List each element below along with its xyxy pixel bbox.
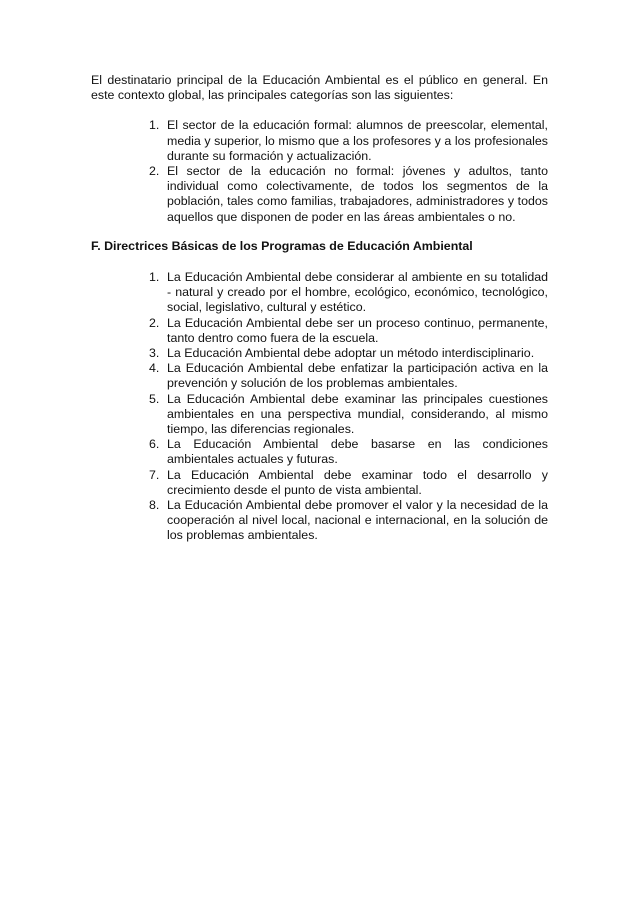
list-item-text: El sector de la educación no formal: jóvenes y adultos, tanto individual como colectivamente, de todos los segmentos de la población, tales como familias, trabajadores, administradores y todos aquellos que disponen de poder en las áreas ambientales o no. [167,164,548,224]
list-item-number: 6. [149,437,160,452]
list-item-number: 3. [149,346,160,361]
list-item-text: La Educación Ambiental debe promover el valor y la necesidad de la cooperación al nivel local, nacional e internacional, en la solución de los problemas ambientales. [167,498,548,543]
list-item-text: El sector de la educación formal: alumnos de preescolar, elemental, media y superior, lo mismo que a los profesores y a los profesionales durante su formación y actualización. [167,118,548,163]
list-item-number: 5. [149,391,160,406]
list-item [91,437,548,467]
document-page [91,73,548,544]
list-item-number: 1. [149,270,160,285]
list-item [91,270,548,316]
list-item-text: La Educación Ambiental debe ser un proceso continuo, permanente, tanto dentro como fuera de la escuela. [167,315,548,345]
list-item [91,118,548,164]
list-item [91,346,548,361]
list-item-number: 8. [149,498,160,513]
list-item [91,468,548,498]
list-item-number: 2. [149,164,160,179]
intro-paragraph: El destinatario principal de la Educación Ambiental es el público en general. En este contexto global, las principales categorías son las siguientes: [91,73,548,103]
section-heading: F. Directrices Básicas de los Programas de Educación Ambiental [91,238,473,253]
list-item-number: 1. [149,118,160,133]
list-item [91,361,548,391]
list-item [91,498,548,544]
list-item-text: La Educación Ambiental debe considerar al ambiente en su totalidad - natural y creado por el hombre, ecológico, económico, tecnológico, social, legislativo, cultural y estético. [167,270,548,315]
list-item-number: 7. [149,467,160,482]
list-item [91,164,548,225]
list-item-text: La Educación Ambiental debe adoptar un método interdisciplinario. [167,346,535,361]
list-item [91,392,548,438]
list-item-text: La Educación Ambiental debe enfatizar la participación activa en la prevención y solución de los problemas ambientales. [167,361,548,391]
list-item [91,316,548,346]
list-item-text: La Educación Ambiental debe examinar todo el desarrollo y crecimiento desde el punto de vista ambiental. [167,467,548,497]
list-item-text: La Educación Ambiental debe basarse en las condiciones ambientales actuales y futuras. [167,437,548,467]
list-item-number: 4. [149,361,160,376]
directives-list [91,270,548,544]
list-item-text: La Educación Ambiental debe examinar las principales cuestiones ambientales en una perspectiva mundial, considerando, al mismo tiempo, las diferencias regionales. [167,391,548,437]
categories-list [91,118,548,224]
list-item-number: 2. [149,315,160,330]
